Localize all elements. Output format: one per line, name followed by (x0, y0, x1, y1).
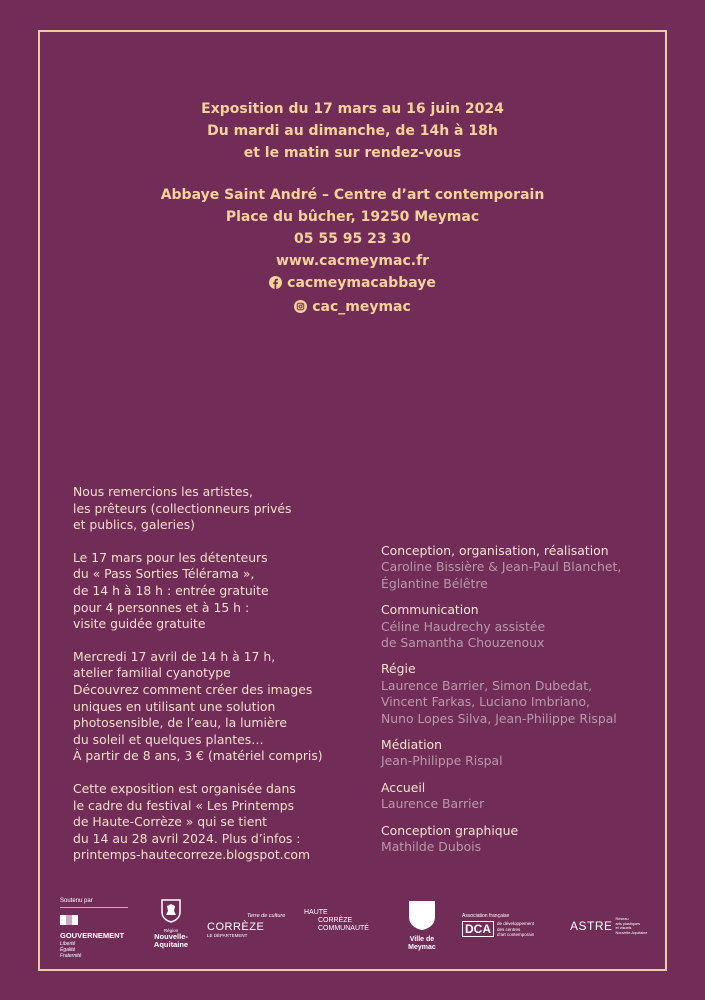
nouvelle-aquitaine-logo: Région Nouvelle- Aquitaine (150, 899, 192, 949)
facebook-link[interactable] (0, 272, 705, 296)
haute-correze-logo: HAUTE CORRÈZE COMMUNAUTÉ (304, 909, 369, 932)
credit-accueil: Accueil Laurence Barrier (381, 779, 485, 812)
credit-graphisme: Conception graphique Mathilde Dubois (381, 822, 519, 855)
facebook-handle: cacmeymacabbaye (287, 275, 436, 291)
instagram-handle: cac_meymac (312, 299, 411, 315)
venue-name: Abbaye Saint André – Centre d’art contemporain (160, 187, 545, 203)
thanks-paragraph: Nous remercions les artistes, les prêteurs (collectionneurs privés et publics, galeries) (73, 484, 292, 533)
gouvernement-logo: Soutenu par GOUVERNEMENT Liberté Égalité Fraternité (60, 898, 130, 959)
dca-logo: Association française DCA de développement des centres d’art contemporain (462, 913, 535, 937)
exhibition-info (0, 98, 705, 320)
instagram-icon (294, 298, 307, 320)
exhibition-dates: Exposition du 17 mars au 16 juin 2024 (201, 101, 504, 117)
opening-hours: Du mardi au dimanche, de 14h à 18h (207, 123, 498, 139)
credit-communication: Communication Céline Haudrechy assistée de Samantha Chouzenoux (381, 602, 546, 651)
instagram-link[interactable] (0, 296, 705, 320)
marianne-icon (60, 915, 78, 925)
practical-info (73, 484, 363, 880)
venue-address: Place du bûcher, 19250 Meymac (225, 209, 480, 225)
ville-meymac-logo: Ville de Meymac (404, 899, 440, 952)
phone-number: 05 55 95 23 30 (294, 231, 411, 247)
facebook-icon (269, 274, 282, 296)
partner-logos (0, 895, 705, 959)
region-shield-icon (161, 899, 181, 923)
festival-link[interactable]: printemps-hautecorreze.blogspot.com (73, 847, 311, 863)
atelier-paragraph: Mercredi 17 avril de 14 h à 17 h, atelier familial cyanotype Découvrez comment créer des images uniques en utilisant une solution photosensible, de l’eau, la lumière du soleil et quelques plantes… À partir de 8 ans, 3 € (matériel compris) (73, 648, 323, 764)
telerama-paragraph: Le 17 mars pour les détenteurs du « Pass Sorties Télérama », de 14 h à 18 h : entrée gratuite pour 4 personnes et à 15 h : visite guidée gratuite (73, 549, 269, 632)
festival-paragraph: Cette exposition est organisée dans le cadre du festival « Les Printemps de Haute-Corrèze » qui se tient du 14 au 28 avril 2024. Plus d’infos : printemps-hautecorreze.blogspot.com (73, 781, 363, 864)
morning-appointment: et le matin sur rendez-vous (243, 145, 462, 161)
credit-mediation: Médiation Jean-Philippe Rispal (381, 737, 503, 769)
astre-logo: ASTRE Réseau arts plastiques et visuels Nouvelle-Aquitaine (570, 917, 648, 935)
meymac-shield-icon (407, 899, 437, 931)
credit-regie: Régie Laurence Barrier, Simon Dubedat, Vincent Farkas, Luciano Imbriano, Nuno Lopes Silva, Jean-Philippe Rispal (381, 661, 617, 726)
website-link[interactable]: www.cacmeymac.fr (275, 253, 430, 269)
credit-conception: Conception, organisation, réalisation Caroline Bissière & Jean-Paul Blanchet, Églantine Bélêtre (381, 543, 622, 591)
credits (381, 543, 671, 866)
correze-logo: Terre de culture CORRÈZE LE DÉPARTEMENT (207, 913, 286, 938)
